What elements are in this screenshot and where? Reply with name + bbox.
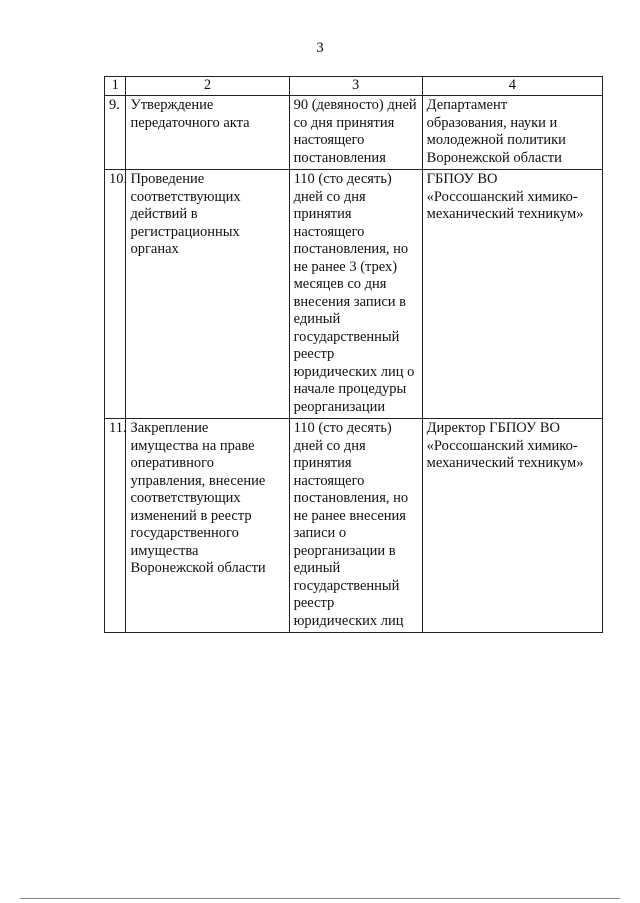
responsible-cell: Директор ГБПОУ ВО «Россошанский химико- механический техникум» <box>422 419 602 633</box>
row-number: 11. <box>105 419 126 633</box>
table-row <box>105 170 603 419</box>
responsible-cell: ГБПОУ ВО «Россошанский химико- механический техникум» <box>422 170 602 419</box>
header-cell: 3 <box>289 77 422 96</box>
deadline-cell: 110 (сто десять) дней со дня принятия настоящего постановления, но не ранее 3 (трех) месяцев со дня внесения записи в единый государственный реестр юридических лиц о начале процедуры реорганизации <box>289 170 422 419</box>
page-number: 3 <box>316 40 324 56</box>
reorganization-plan-table <box>104 76 603 633</box>
table-header-row <box>105 77 603 96</box>
action-cell: Проведение соответствующих действий в регистрационных органах <box>126 170 289 419</box>
responsible-cell: Департамент образования, науки и молодежной политики Воронежской области <box>422 96 602 170</box>
table-row <box>105 96 603 170</box>
row-number: 10. <box>105 170 126 419</box>
deadline-cell: 90 (девяносто) дней со дня принятия настоящего постановления <box>289 96 422 170</box>
action-cell: Утверждение передаточного акта <box>126 96 289 170</box>
page-bottom-edge <box>20 898 620 899</box>
row-number: 9. <box>105 96 126 170</box>
deadline-cell: 110 (сто десять) дней со дня принятия настоящего постановления, но не ранее внесения записи о реорганизации в единый государственный реестр юридических лиц <box>289 419 422 633</box>
action-cell: Закрепление имущества на праве оперативного управления, внесение соответствующих изменений в реестр государственного имущества Воронежской области <box>126 419 289 633</box>
header-cell: 4 <box>422 77 602 96</box>
header-cell: 1 <box>105 77 126 96</box>
header-cell: 2 <box>126 77 289 96</box>
table-row <box>105 419 603 633</box>
